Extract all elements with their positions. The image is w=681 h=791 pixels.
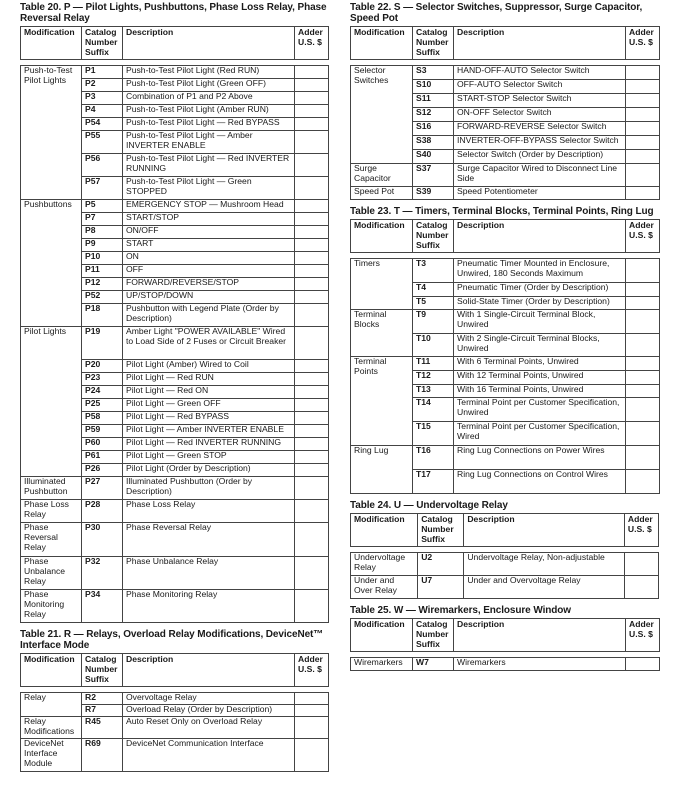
- header-catalog: Catalog Number Suffix: [413, 220, 454, 253]
- header-modification: Modification: [21, 27, 82, 60]
- catalog-code: S3: [413, 66, 454, 80]
- adder-cell: [295, 412, 329, 425]
- description: START-STOP Selector Switch: [454, 94, 626, 108]
- catalog-code: T3: [413, 259, 454, 283]
- description: With 6 Terminal Points, Unwired: [454, 357, 626, 371]
- catalog-code: P30: [82, 523, 123, 557]
- description: Under and Overvoltage Relay: [464, 576, 625, 599]
- adder-cell: [295, 213, 329, 226]
- header-row: [351, 220, 660, 253]
- table-22: [350, 26, 660, 200]
- description: ON/OFF: [123, 226, 295, 239]
- catalog-code: P3: [82, 92, 123, 105]
- catalog-code: P26: [82, 464, 123, 477]
- catalog-code: P28: [82, 500, 123, 523]
- catalog-code: S12: [413, 108, 454, 122]
- description: Push-to-Test Pilot Light — Amber INVERTER ENABLE: [123, 131, 295, 154]
- description: OFF: [123, 265, 295, 278]
- catalog-code: P7: [82, 213, 123, 226]
- adder-cell: [295, 523, 329, 557]
- table-row: [351, 164, 660, 187]
- catalog-code: R45: [82, 717, 123, 739]
- group-label: Wiremarkers: [351, 658, 413, 671]
- table-21-title: Table 21. R — Relays, Overload Relay Modifications, DeviceNet™ Interface Mode: [20, 629, 324, 651]
- adder-cell: [626, 122, 660, 136]
- adder-cell: [295, 79, 329, 92]
- table-23-block: [350, 206, 659, 494]
- table-22-title: Table 22. S — Selector Switches, Suppressor, Surge Capacitor, Speed Pot: [350, 2, 643, 24]
- description: Amber Light "POWER AVAILABLE" Wired to Load Side of 2 Fuses or Circuit Breaker: [123, 327, 295, 360]
- adder-cell: [626, 371, 660, 385]
- description: With 2 Single-Circuit Terminal Blocks, Unwired: [454, 334, 626, 357]
- adder-cell: [626, 385, 660, 398]
- header-catalog: Catalog Number Suffix: [413, 27, 454, 60]
- adder-cell: [295, 477, 329, 500]
- catalog-code: U7: [418, 576, 464, 599]
- description: Ring Lug Connections on Power Wires: [454, 446, 626, 470]
- header-adder: Adder U.S. $: [295, 654, 329, 687]
- table-row: [21, 739, 329, 772]
- header-modification: Modification: [351, 514, 418, 547]
- group-label: Selector Switches: [351, 66, 413, 164]
- table-row: [21, 500, 329, 523]
- description: With 12 Terminal Points, Unwired: [454, 371, 626, 385]
- header-description: Description: [454, 220, 626, 253]
- description: Pilot Light — Red INVERTER RUNNING: [123, 438, 295, 451]
- description: Overload Relay (Order by Description): [123, 705, 295, 717]
- table-row: [21, 66, 329, 79]
- group-label: Ring Lug: [351, 446, 413, 494]
- adder-cell: [295, 265, 329, 278]
- adder-cell: [626, 136, 660, 150]
- adder-cell: [295, 239, 329, 252]
- header-modification: Modification: [351, 27, 413, 60]
- catalog-code: P55: [82, 131, 123, 154]
- description: Pilot Light (Order by Description): [123, 464, 295, 477]
- description: With 1 Single-Circuit Terminal Block, Unwired: [454, 310, 626, 334]
- description: Pilot Light — Red ON: [123, 386, 295, 399]
- group-label: Pilot Lights: [21, 327, 82, 477]
- catalog-code: P2: [82, 79, 123, 92]
- header-adder: Adder U.S. $: [626, 220, 660, 253]
- table-24: [350, 513, 659, 599]
- description: Phase Monitoring Relay: [123, 590, 295, 623]
- adder-cell: [295, 717, 329, 739]
- adder-cell: [626, 259, 660, 283]
- group-label: Speed Pot: [351, 187, 413, 200]
- catalog-code: P34: [82, 590, 123, 623]
- adder-cell: [626, 283, 660, 297]
- catalog-code: P1: [82, 66, 123, 79]
- header-modification: Modification: [21, 654, 82, 687]
- description: Terminal Point per Customer Specification, Unwired: [454, 398, 626, 422]
- description: ON: [123, 252, 295, 265]
- adder-cell: [295, 66, 329, 79]
- description: Phase Reversal Relay: [123, 523, 295, 557]
- adder-cell: [626, 470, 660, 494]
- adder-cell: [295, 500, 329, 523]
- catalog-code: P59: [82, 425, 123, 438]
- group-label: Undervoltage Relay: [351, 553, 418, 576]
- group-label: Relay: [21, 693, 82, 717]
- catalog-code: R69: [82, 739, 123, 772]
- adder-cell: [626, 94, 660, 108]
- catalog-code: P19: [82, 327, 123, 360]
- catalog-code: P23: [82, 373, 123, 386]
- header-adder: Adder U.S. $: [626, 619, 660, 652]
- adder-cell: [626, 446, 660, 470]
- table-row: [21, 523, 329, 557]
- adder-cell: [626, 422, 660, 446]
- catalog-code: S38: [413, 136, 454, 150]
- table-23-title: Table 23. T — Timers, Terminal Blocks, Terminal Points, Ring Lug: [350, 206, 654, 217]
- description: Push-to-Test Pilot Light (Green OFF): [123, 79, 295, 92]
- catalog-code: T13: [413, 385, 454, 398]
- catalog-code: P54: [82, 118, 123, 131]
- catalog-code: T15: [413, 422, 454, 446]
- catalog-code: P20: [82, 360, 123, 373]
- adder-cell: [295, 451, 329, 464]
- adder-cell: [295, 399, 329, 412]
- catalog-code: R7: [82, 705, 123, 717]
- table-row: [21, 327, 329, 360]
- adder-cell: [295, 154, 329, 177]
- adder-cell: [295, 360, 329, 373]
- catalog-code: P11: [82, 265, 123, 278]
- catalog-code: T10: [413, 334, 454, 357]
- description: Pushbutton with Legend Plate (Order by Description): [123, 304, 295, 327]
- catalog-code: T4: [413, 283, 454, 297]
- description: OFF-AUTO Selector Switch: [454, 80, 626, 94]
- table-row: [21, 693, 329, 705]
- adder-cell: [295, 131, 329, 154]
- description: EMERGENCY STOP — Mushroom Head: [123, 200, 295, 213]
- group-label: DeviceNet Interface Module: [21, 739, 82, 772]
- description: Pilot Light — Green STOP: [123, 451, 295, 464]
- adder-cell: [295, 105, 329, 118]
- adder-cell: [295, 425, 329, 438]
- table-24-block: [350, 500, 659, 599]
- adder-cell: [295, 590, 329, 623]
- description: Phase Loss Relay: [123, 500, 295, 523]
- description: Phase Unbalance Relay: [123, 557, 295, 590]
- catalog-code: P9: [82, 239, 123, 252]
- adder-cell: [295, 386, 329, 399]
- description: Push-to-Test Pilot Light (Amber RUN): [123, 105, 295, 118]
- header-adder: Adder U.S. $: [626, 27, 660, 60]
- adder-cell: [626, 398, 660, 422]
- adder-cell: [295, 252, 329, 265]
- group-label: Surge Capacitor: [351, 164, 413, 187]
- description: ON-OFF Selector Switch: [454, 108, 626, 122]
- adder-cell: [626, 80, 660, 94]
- description: Push-to-Test Pilot Light (Red RUN): [123, 66, 295, 79]
- description: Auto Reset Only on Overload Relay: [123, 717, 295, 739]
- table-row: [351, 357, 660, 371]
- catalog-code: P32: [82, 557, 123, 590]
- catalog-code: P10: [82, 252, 123, 265]
- description: Pilot Light — Amber INVERTER ENABLE: [123, 425, 295, 438]
- header-description: Description: [454, 619, 626, 652]
- catalog-code: P61: [82, 451, 123, 464]
- catalog-code: P18: [82, 304, 123, 327]
- group-label: Illuminated Pushbutton: [21, 477, 82, 500]
- header-description: Description: [464, 514, 625, 547]
- description: Solid-State Timer (Order by Description): [454, 297, 626, 310]
- header-row: [21, 27, 329, 60]
- header-row: [21, 654, 329, 687]
- table-25-block: [350, 605, 659, 671]
- description: Pneumatic Timer (Order by Description): [454, 283, 626, 297]
- catalog-code: P57: [82, 177, 123, 200]
- description: Pilot Light — Red RUN: [123, 373, 295, 386]
- group-label: Phase Reversal Relay: [21, 523, 82, 557]
- adder-cell: [295, 304, 329, 327]
- table-row: [21, 477, 329, 500]
- table-row: [351, 187, 660, 200]
- description: FORWARD/REVERSE/STOP: [123, 278, 295, 291]
- header-catalog: Catalog Number Suffix: [413, 619, 454, 652]
- header-adder: Adder U.S. $: [624, 514, 658, 547]
- header-row: [351, 27, 660, 60]
- description: Push-to-Test Pilot Light — Red INVERTER RUNNING: [123, 154, 295, 177]
- adder-cell: [295, 118, 329, 131]
- adder-cell: [626, 310, 660, 334]
- adder-cell: [295, 438, 329, 451]
- description: Pilot Light — Red BYPASS: [123, 412, 295, 425]
- description: Undervoltage Relay, Non-adjustable: [464, 553, 625, 576]
- group-label: Terminal Points: [351, 357, 413, 446]
- adder-cell: [295, 464, 329, 477]
- adder-cell: [295, 278, 329, 291]
- table-row: [351, 576, 659, 599]
- description: UP/STOP/DOWN: [123, 291, 295, 304]
- table-21-block: [20, 629, 328, 772]
- header-description: Description: [454, 27, 626, 60]
- catalog-code: P58: [82, 412, 123, 425]
- description: DeviceNet Communication Interface: [123, 739, 295, 772]
- header-row: [351, 514, 659, 547]
- description: Ring Lug Connections on Control Wires: [454, 470, 626, 494]
- adder-cell: [626, 297, 660, 310]
- left-column: [20, 2, 328, 778]
- description: Pilot Light (Amber) Wired to Coil: [123, 360, 295, 373]
- adder-cell: [626, 357, 660, 371]
- adder-cell: [295, 327, 329, 360]
- catalog-code: T11: [413, 357, 454, 371]
- table-row: [21, 557, 329, 590]
- header-catalog: Catalog Number Suffix: [418, 514, 464, 547]
- catalog-code: U2: [418, 553, 464, 576]
- group-label: Phase Unbalance Relay: [21, 557, 82, 590]
- adder-cell: [295, 226, 329, 239]
- description: INVERTER-OFF-BYPASS Selector Switch: [454, 136, 626, 150]
- header-row: [351, 619, 660, 652]
- group-label: Phase Loss Relay: [21, 500, 82, 523]
- group-label: Phase Monitoring Relay: [21, 590, 82, 623]
- description: Illuminated Pushbutton (Order by Description): [123, 477, 295, 500]
- group-label: Pushbuttons: [21, 200, 82, 327]
- catalog-code: R2: [82, 693, 123, 705]
- table-row: [351, 658, 660, 671]
- catalog-code: T14: [413, 398, 454, 422]
- table-24-title: Table 24. U — Undervoltage Relay: [350, 500, 508, 511]
- description: Combination of P1 and P2 Above: [123, 92, 295, 105]
- catalog-code: S16: [413, 122, 454, 136]
- adder-cell: [624, 576, 658, 599]
- table-row: [21, 717, 329, 739]
- group-label: Under and Over Relay: [351, 576, 418, 599]
- table-row: [351, 259, 660, 283]
- description: Wiremarkers: [454, 658, 626, 671]
- description: Overvoltage Relay: [123, 693, 295, 705]
- catalog-code: T17: [413, 470, 454, 494]
- description: Terminal Point per Customer Specification, Wired: [454, 422, 626, 446]
- table-row: [351, 553, 659, 576]
- catalog-code: T12: [413, 371, 454, 385]
- table-23: [350, 219, 660, 494]
- description: Surge Capacitor Wired to Disconnect Line Side: [454, 164, 626, 187]
- table-20: [20, 26, 329, 623]
- catalog-code: P60: [82, 438, 123, 451]
- catalog-code: P56: [82, 154, 123, 177]
- table-22-block: [350, 2, 659, 200]
- catalog-code: P5: [82, 200, 123, 213]
- description: Pilot Light — Green OFF: [123, 399, 295, 412]
- catalog-code: S39: [413, 187, 454, 200]
- table-25: [350, 618, 660, 671]
- catalog-code: T9: [413, 310, 454, 334]
- adder-cell: [626, 334, 660, 357]
- catalog-code: P12: [82, 278, 123, 291]
- table-21: [20, 653, 329, 772]
- table-row: [21, 200, 329, 213]
- catalog-code: S11: [413, 94, 454, 108]
- description: Push-to-Test Pilot Light — Green STOPPED: [123, 177, 295, 200]
- catalog-code: P27: [82, 477, 123, 500]
- adder-cell: [295, 557, 329, 590]
- adder-cell: [626, 658, 660, 671]
- header-catalog: Catalog Number Suffix: [82, 27, 123, 60]
- table-20-block: [20, 2, 328, 623]
- adder-cell: [295, 92, 329, 105]
- catalog-code: W7: [413, 658, 454, 671]
- group-label: Timers: [351, 259, 413, 310]
- adder-cell: [295, 739, 329, 772]
- description: START/STOP: [123, 213, 295, 226]
- table-row: [351, 310, 660, 334]
- header-description: Description: [123, 654, 295, 687]
- description: Pneumatic Timer Mounted in Enclosure, Unwired, 180 Seconds Maximum: [454, 259, 626, 283]
- catalog-code: S10: [413, 80, 454, 94]
- header-modification: Modification: [351, 220, 413, 253]
- adder-cell: [295, 373, 329, 386]
- adder-cell: [626, 150, 660, 164]
- adder-cell: [626, 66, 660, 80]
- catalog-code: P4: [82, 105, 123, 118]
- group-label: Terminal Blocks: [351, 310, 413, 357]
- adder-cell: [295, 291, 329, 304]
- header-adder: Adder U.S. $: [295, 27, 329, 60]
- catalog-code: S37: [413, 164, 454, 187]
- description: With 16 Terminal Points, Unwired: [454, 385, 626, 398]
- group-label: Push-to-Test Pilot Lights: [21, 66, 82, 200]
- catalog-code: T16: [413, 446, 454, 470]
- header-description: Description: [123, 27, 295, 60]
- catalog-code: S40: [413, 150, 454, 164]
- description: Selector Switch (Order by Description): [454, 150, 626, 164]
- table-row: [351, 66, 660, 80]
- adder-cell: [295, 200, 329, 213]
- catalog-code: T5: [413, 297, 454, 310]
- description: START: [123, 239, 295, 252]
- description: HAND-OFF-AUTO Selector Switch: [454, 66, 626, 80]
- adder-cell: [626, 108, 660, 122]
- adder-cell: [295, 177, 329, 200]
- header-catalog: Catalog Number Suffix: [82, 654, 123, 687]
- table-row: [21, 590, 329, 623]
- description: FORWARD-REVERSE Selector Switch: [454, 122, 626, 136]
- catalog-code: P24: [82, 386, 123, 399]
- table-20-title: Table 20. P — Pilot Lights, Pushbuttons, Phase Loss Relay, Phase Reversal Relay: [20, 2, 327, 24]
- catalog-code: P8: [82, 226, 123, 239]
- group-label: Relay Modifications: [21, 717, 82, 739]
- adder-cell: [626, 187, 660, 200]
- header-modification: Modification: [351, 619, 413, 652]
- adder-cell: [295, 705, 329, 717]
- table-25-title: Table 25. W — Wiremarkers, Enclosure Window: [350, 605, 571, 616]
- adder-cell: [295, 693, 329, 705]
- catalog-code: P52: [82, 291, 123, 304]
- description: Push-to-Test Pilot Light — Red BYPASS: [123, 118, 295, 131]
- adder-cell: [624, 553, 658, 576]
- right-column: [350, 2, 659, 677]
- description: Speed Potentiometer: [454, 187, 626, 200]
- table-row: [351, 446, 660, 470]
- adder-cell: [626, 164, 660, 187]
- catalog-code: P25: [82, 399, 123, 412]
